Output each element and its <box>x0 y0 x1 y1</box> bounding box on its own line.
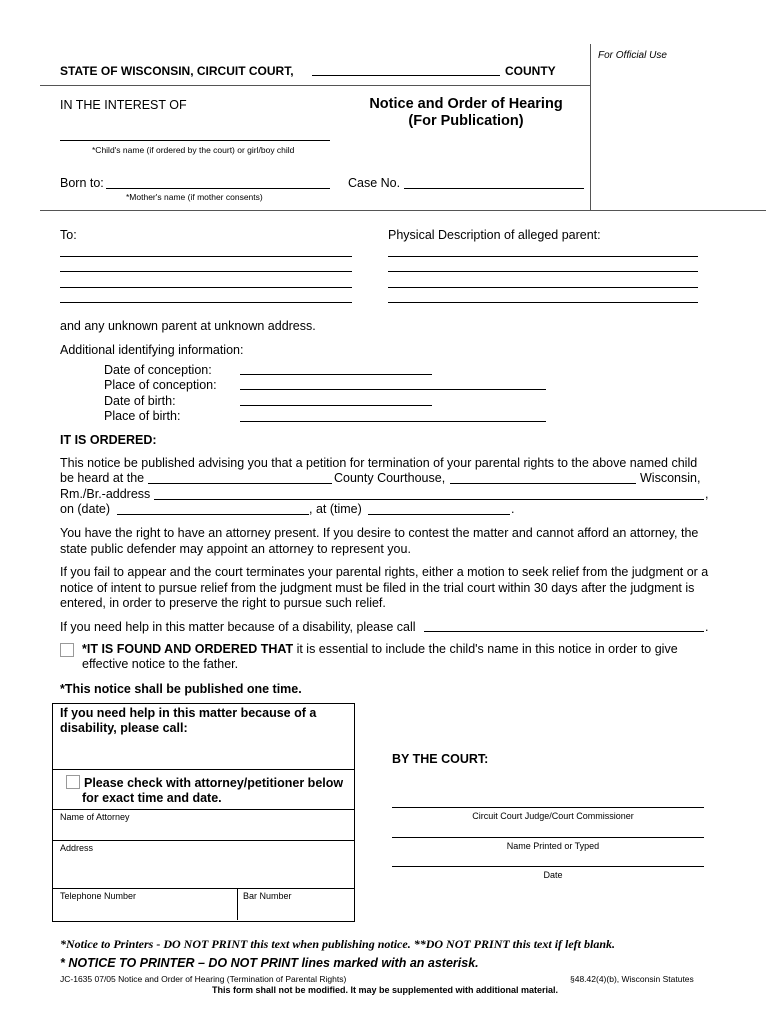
county-blank[interactable] <box>312 75 500 76</box>
place-of-birth-blank[interactable] <box>240 421 546 422</box>
form-title: Notice and Order of Hearing <box>369 96 563 112</box>
found-ordered-checkbox[interactable] <box>60 643 74 657</box>
to-label: To: <box>60 228 77 242</box>
attorney-paragraph: You have the right to have an attorney present. If you desire to contest the matter and cannot afford an attorney, the state public defender may appoint an attorney to represent you. <box>60 526 699 556</box>
case-no-label: Case No. <box>348 176 401 190</box>
hearing-time-period: . <box>511 502 515 516</box>
found-ordered-rest: it is essential to include the child's name in this notice in order to give <box>293 642 678 656</box>
date-caption: Date <box>543 870 563 880</box>
hearing-date-blank[interactable] <box>117 514 309 515</box>
found-ordered-line-2: effective notice to the father. <box>82 657 239 671</box>
found-ordered-line-1 <box>82 642 678 656</box>
header-divider <box>40 85 590 86</box>
child-name-caption: *Child's name (if ordered by the court) or girl/boy child <box>92 145 295 155</box>
box-divider <box>52 840 354 841</box>
county-courthouse-label: County Courthouse, <box>334 471 446 485</box>
to-address-line[interactable] <box>60 302 352 303</box>
state-court-label: STATE OF WISCONSIN, CIRCUIT COURT, <box>60 64 294 78</box>
by-the-court-label: BY THE COURT: <box>392 752 489 766</box>
date-of-birth-label: Date of birth: <box>104 394 176 408</box>
official-use-label: For Official Use <box>598 50 667 61</box>
disability-phone-blank[interactable] <box>424 631 704 632</box>
telephone-label: Telephone Number <box>60 891 137 901</box>
date-of-conception-blank[interactable] <box>240 374 432 375</box>
form-id: JC-1635 07/05 Notice and Order of Hearing (Termination of Parental Rights) <box>60 974 347 984</box>
box-divider <box>52 769 354 770</box>
header-bottom-divider <box>40 210 766 211</box>
box-vertical-divider <box>237 888 238 920</box>
date-line[interactable] <box>392 866 704 867</box>
place-of-birth-label: Place of birth: <box>104 409 181 423</box>
physical-description-line[interactable] <box>388 302 698 303</box>
at-time-label: , at (time) <box>309 502 362 516</box>
statute-reference: §48.42(4)(b), Wisconsin Statutes <box>570 974 694 984</box>
to-address-line[interactable] <box>60 271 352 272</box>
notice-line-1: This notice be published advising you that a petition for termination of your parental rights to the above named child <box>60 456 698 470</box>
name-printed-caption: Name Printed or Typed <box>506 841 600 851</box>
born-to-label: Born to: <box>60 176 104 190</box>
disability-help-text: If you need help in this matter because of a disability, please call <box>60 620 416 634</box>
bar-number-label: Bar Number <box>243 891 292 901</box>
in-interest-of-label: IN THE INTEREST OF <box>60 98 187 112</box>
place-of-conception-label: Place of conception: <box>104 378 217 392</box>
date-of-conception-label: Date of conception: <box>104 363 212 377</box>
be-heard-at-label: be heard at the <box>60 471 145 485</box>
judge-signature-line[interactable] <box>392 807 704 808</box>
it-is-ordered-heading: IT IS ORDERED: <box>60 433 157 447</box>
check-attorney-line-2: for exact time and date. <box>82 791 222 805</box>
name-printed-line[interactable] <box>392 837 704 838</box>
disability-help-period: . <box>705 620 709 634</box>
additional-info-label: Additional identifying information: <box>60 343 244 357</box>
name-of-attorney-label: Name of Attorney <box>60 812 130 822</box>
address-label: Address <box>60 843 94 853</box>
rm-address-blank[interactable] <box>154 499 704 500</box>
modification-notice: This form shall not be modified. It may be supplemented with additional material. <box>211 985 559 995</box>
to-address-line[interactable] <box>60 256 352 257</box>
physical-description-line[interactable] <box>388 271 698 272</box>
physical-description-label: Physical Description of alleged parent: <box>388 228 601 242</box>
county-label: COUNTY <box>505 64 556 78</box>
box-divider <box>52 809 354 810</box>
on-date-label: on (date) <box>60 502 111 516</box>
notice-to-printer: * NOTICE TO PRINTER – DO NOT PRINT lines marked with an asterisk. <box>60 956 479 970</box>
physical-description-line[interactable] <box>388 256 698 257</box>
wisconsin-label: Wisconsin, <box>640 471 701 485</box>
mother-name-blank[interactable] <box>106 188 330 189</box>
mother-name-caption: *Mother's name (if mother consents) <box>126 192 263 202</box>
published-once-text: *This notice shall be published one time. <box>60 682 302 696</box>
date-of-birth-blank[interactable] <box>240 405 432 406</box>
physical-description-line[interactable] <box>388 287 698 288</box>
fail-to-appear-paragraph: If you fail to appear and the court terminates your parental rights, either a motion to seek relief from the judgment or a notice of intent to pursue relief from the judgment must be filed in the trial court within 30 days after the judgment is entered, in order to preserve the right to pursue such relief. <box>60 565 709 610</box>
child-name-blank[interactable] <box>60 140 330 141</box>
form-subtitle: (For Publication) <box>408 113 524 129</box>
printers-notice: *Notice to Printers - DO NOT PRINT this text when publishing notice. **DO NOT PRINT this text if left blank. <box>60 937 616 951</box>
found-ordered-bold: *IT IS FOUND AND ORDERED THAT <box>82 642 294 656</box>
to-address-line[interactable] <box>60 287 352 288</box>
box-divider <box>52 888 354 889</box>
check-attorney-checkbox[interactable] <box>66 775 80 789</box>
rm-address-label: Rm./Br.-address <box>60 487 151 501</box>
hearing-time-blank[interactable] <box>368 514 510 515</box>
case-no-blank[interactable] <box>404 188 584 189</box>
city-blank[interactable] <box>450 483 636 484</box>
rm-address-comma: , <box>705 487 709 501</box>
judge-caption: Circuit Court Judge/Court Commissioner <box>472 811 634 821</box>
place-of-conception-blank[interactable] <box>240 389 546 390</box>
county-courthouse-blank[interactable] <box>148 483 332 484</box>
unknown-parent-text: and any unknown parent at unknown address. <box>60 319 316 333</box>
disability-call-title: If you need help in this matter because of a disability, please call: <box>60 706 317 735</box>
check-attorney-line-1: Please check with attorney/petitioner below <box>84 776 344 790</box>
